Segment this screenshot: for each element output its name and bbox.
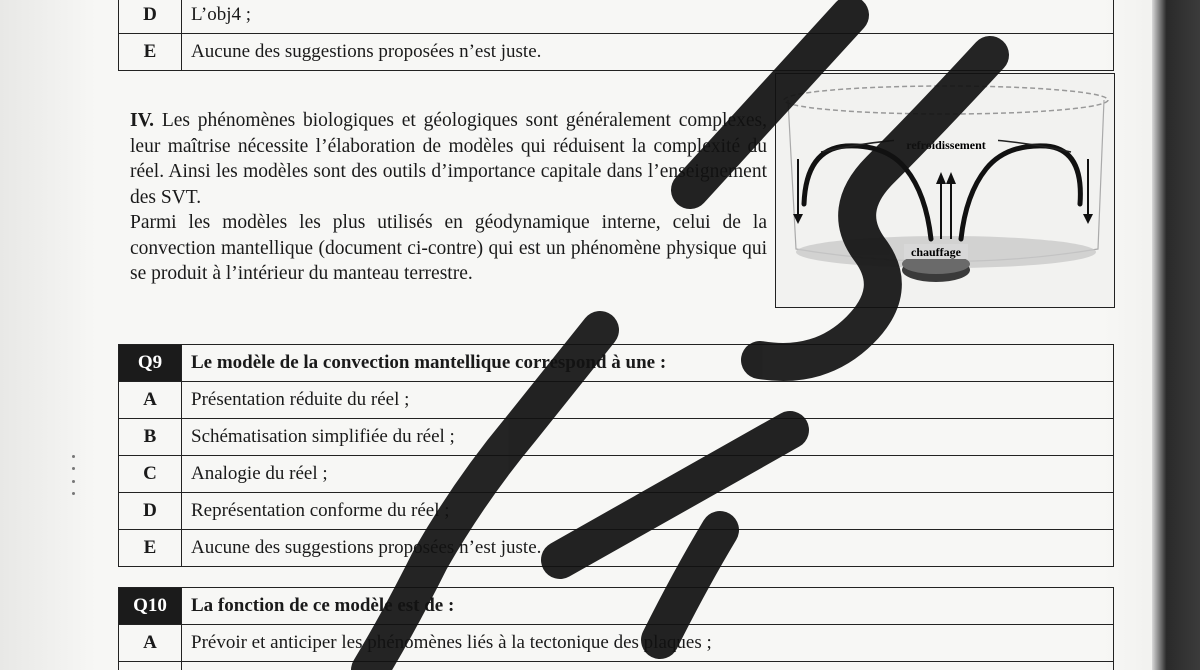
option-row [119, 34, 1114, 71]
option-text: Schématisation simplifiée du réel ; [182, 419, 1114, 456]
option-row[interactable] [119, 530, 1114, 567]
option-text: Aucune des suggestions proposées n’est juste. [182, 530, 1114, 567]
question-title: La fonction de ce modèle est de : [182, 588, 1114, 625]
option-text: Présentation réduite du réel ; [182, 382, 1114, 419]
option-row[interactable] [119, 382, 1114, 419]
option-row [119, 0, 1114, 34]
question-title: Le modèle de la convection mantellique correspond à une : [182, 345, 1114, 382]
q9-table [118, 344, 1114, 567]
question-id: Q9 [119, 345, 182, 382]
option-letter: A [119, 382, 182, 419]
question-header-row [119, 345, 1114, 382]
question-id: Q10 [119, 588, 182, 625]
option-text: L’obj4 ; [182, 0, 1114, 34]
option-text: Représentation conforme du réel ; [182, 493, 1114, 530]
option-letter: C [119, 456, 182, 493]
section-iv-text [130, 108, 767, 287]
paragraph-text: Les phénomènes biologiques et géologiques sont généralement complexes, leur maîtrise nécessite l’élaboration de modèles qui réduisent la complexité du réel. Ainsi les modèles sont des outils d’importance capitale dans l’enseignement des SVT. [130, 110, 767, 208]
cooling-label: refroidissement [906, 138, 986, 152]
section-number: IV. [130, 110, 155, 131]
previous-question-table [118, 0, 1114, 71]
option-letter: B [119, 419, 182, 456]
convection-figure [775, 73, 1115, 308]
option-row[interactable] [119, 493, 1114, 530]
option-letter: E [119, 34, 182, 71]
scan-border [1152, 0, 1200, 670]
intro-paragraph-1 [130, 108, 767, 210]
option-row[interactable] [119, 662, 1114, 670]
option-letter [119, 662, 182, 670]
convection-diagram [776, 74, 1116, 309]
option-row[interactable] [119, 456, 1114, 493]
intro-paragraph-2: Parmi les modèles les plus utilisés en géodynamique interne, celui de la convection mantellique (document ci-contre) qui est un phénomène physique qui se produit à l’intérieur du manteau terrestre. [130, 212, 767, 284]
q10-table [118, 587, 1114, 670]
option-letter: A [119, 625, 182, 662]
option-text: Aucune des suggestions proposées n’est juste. [182, 34, 1114, 71]
option-text: Analogie du réel ; [182, 456, 1114, 493]
option-text [182, 662, 1114, 670]
option-row[interactable] [119, 625, 1114, 662]
question-header-row [119, 588, 1114, 625]
option-letter: D [119, 0, 182, 34]
option-text: Prévoir et anticiper les phénomènes liés à la tectonique des plaques ; [182, 625, 1114, 662]
option-row[interactable] [119, 419, 1114, 456]
heating-label: chauffage [911, 245, 961, 259]
option-letter: D [119, 493, 182, 530]
scan-marks [72, 455, 76, 495]
option-letter: E [119, 530, 182, 567]
